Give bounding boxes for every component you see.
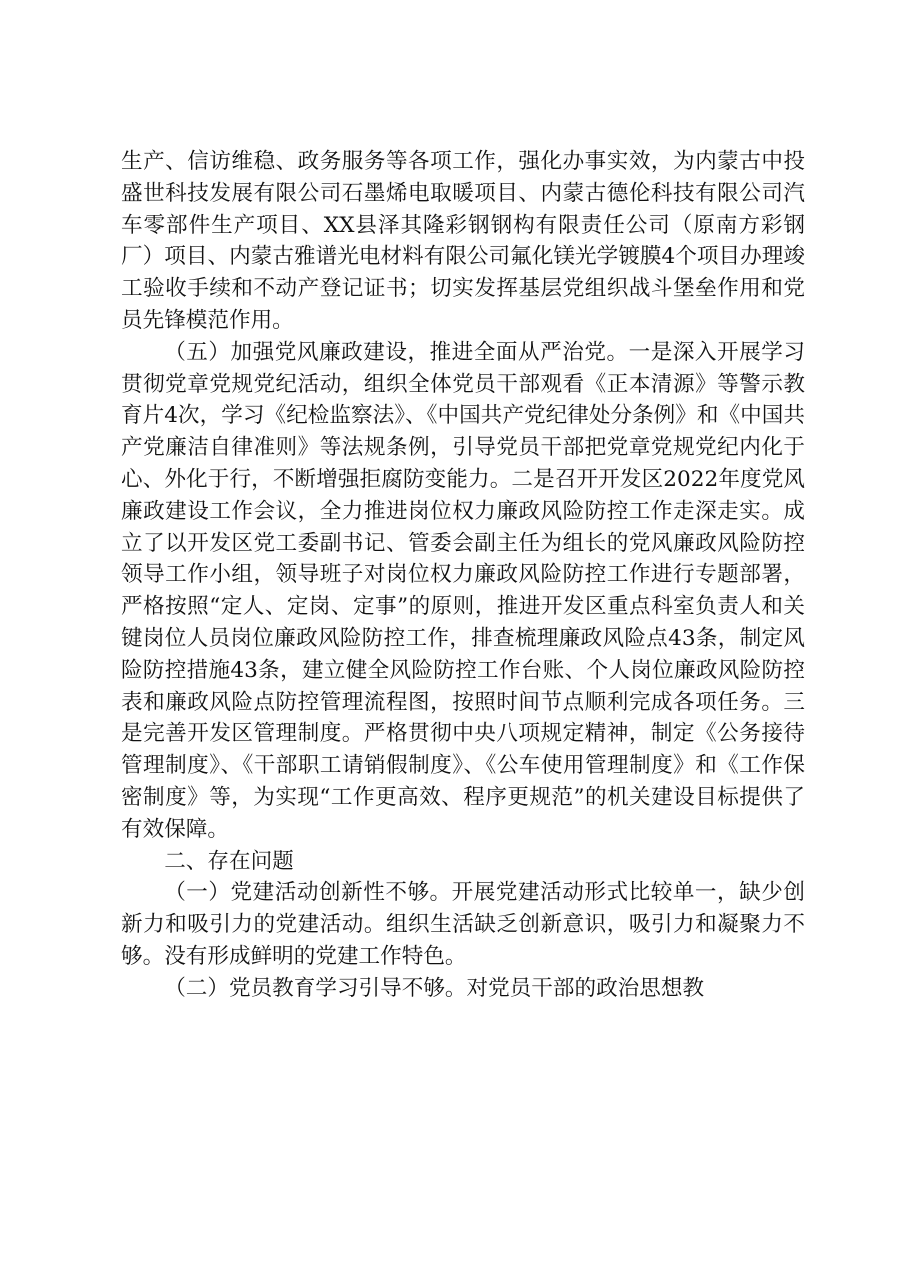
paragraph-problem-one: （一）党建活动创新性不够。开展党建活动形式比较单一，缺少创新力和吸引力的党建活动。组织生活缺乏创新意识，吸引力和凝聚力不够。没有形成鲜明的党建工作特色。: [121, 880, 805, 969]
paragraph-problem-two: （二）党员教育学习引导不够。对党员干部的政治思想教: [164, 975, 705, 1001]
paragraph-party-conduct: （五）加强党风廉政建设，推进全面从严治党。一是深入开展学习贯彻党章党规党纪活动，组织全体党员干部观看《正本清源》等警示教育片4次，学习《纪检监察法》、《中国共产党纪律处分条例》和《中国共产党廉洁自律准则》等法规条例，引导党员干部把党章党规党纪内化于心、外化于行，不断增强拒腐防变能力。二是召开开发区2022年度党风廉政建设工作会议，全力推进岗位权力廉政风险防控工作走深走实。成立了以开发区党工委副书记、管委会副主任为组长的党风廉政风险防控领导工作小组，领导班子对岗位权力廉政风险防控工作进行专题部署，严格按照“定人、定岗、定事”的原则，推进开发区重点科室负责人和关键岗位人员岗位廉政风险防控工作，排查梳理廉政风险点43条，制定风险防控措施43条，建立健全风险防控工作台账、个人岗位廉政风险防控表和廉政风险点防控管理流程图，按照时间节点顺利完成各项任务。三是完善开发区管理制度。严格贯彻中央八项规定精神，制定《公务接待管理制度》、《干部职工请销假制度》、《公车使用管理制度》和《工作保密制度》等，为实现“工作更高效、程序更规范”的机关建设目标提供了有效保障。: [121, 339, 805, 842]
section-heading-existing-problems: 二、存在问题: [164, 848, 294, 874]
paragraph-work-summary-continued: 生产、信访维稳、政务服务等各项工作，强化办事实效，为内蒙古中投盛世科技发展有限公司石墨烯电取暖项目、内蒙古德伦科技有限公司汽车零部件生产项目、XX县泽其隆彩钢钢构有限责任公司（原南方彩钢厂）项目、内蒙古雅谱光电材料有限公司氟化镁光学镀膜4个项目办理竣工验收手续和不动产登记证书；切实发挥基层党组织战斗堡垒作用和党员先锋模范作用。: [121, 149, 805, 333]
document-body: [121, 146, 805, 1005]
